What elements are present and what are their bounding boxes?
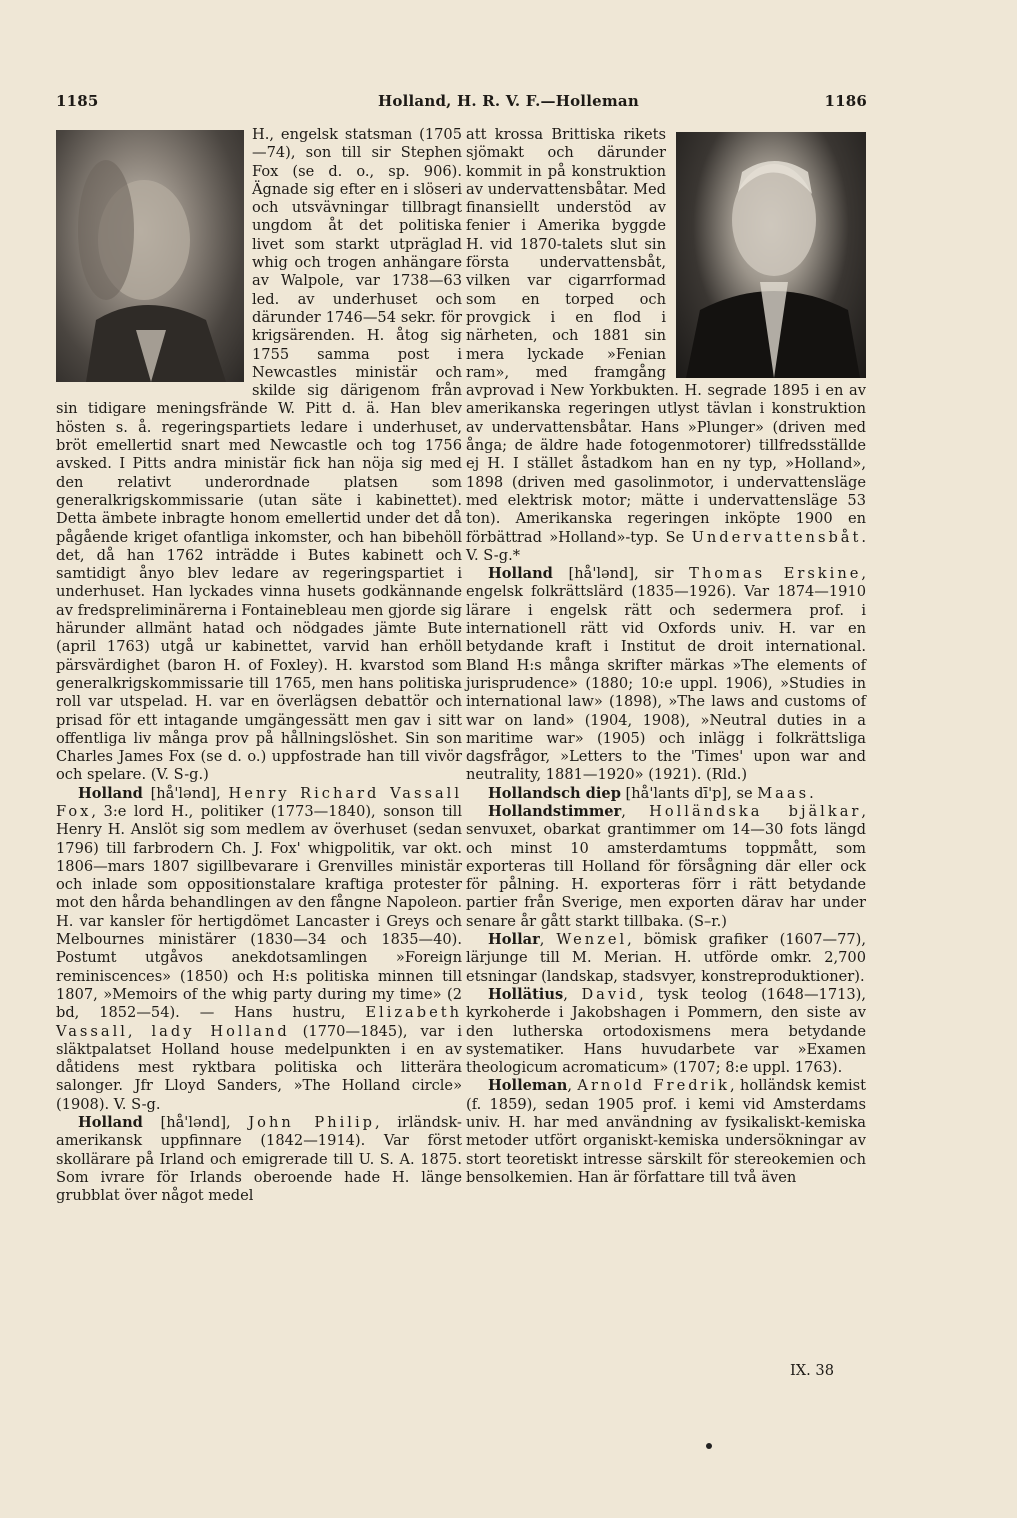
headword: Holleman — [488, 1077, 568, 1095]
cross-reference: Maas — [757, 784, 810, 802]
spaced-name: David — [581, 985, 640, 1003]
entry-henry-fox-text: H., engelsk statsman (1705—74), son till sir Stephen Fox (se d. o., sp. 906). Ägnade sig efter en i slöseri och utsvävningar tillbragt ungdom åt det politiska livet som starkt utpräglad whig och trogen anhängare av Walpole, var 1738—63 led. av underhuset och därunder 1746—54 sekr. för krigsärenden. H. åtog sig 1755 samma post i Newcastles ministär och skilde sig därigenom från sin tidigare meningsfrände W. Pitt d. ä. Han blev hösten s. å. regeringspartiets ledare i underhuset, bröt emellertid snart med Newcastle och tog 1756 avsked. I Pitts andra ministär fick han nöja sig med den relativt underordnade platsen som generalkrigskommissarie (utan säte i kabinettet). Detta ämbete inbragte honom emellertid under det då pågående kriget ofantliga inkomster, och han bibehöll det, då han 1762 inträdde i Butes kabinett och samtidigt ånyo blev ledare av regeringspartiet i underhuset. Han lyckades vinna husets godkännande av fredspreliminärerna i Fontainebleau men gjorde sig härunder allmänt hatad och nödgades jämte Bute (april 1763) utgå ur kabinettet, varvid han erhöll pärsvärdighet (baron H. of Foxley). H. kvarstod som generalkrigskommissarie till 1765, men hans politiska roll var utspelad. H. var en överlägsen debattör och prisad för ett intagande umgängessätt men gav i sitt offentliga liv många prov på hållningslöshet. Sin son Charles James Fox (se d. o.) uppfostrade han till vivör och spelare. (V. S-g.) — [56, 126, 462, 784]
entry-henry-richard-vassall-fox: Holland [hå'lənd], Henry Richard Vassall Fox, 3:e lord H., politiker (1773—1840), sonson till Henry H. Anslöt sig som medlem av överhuset (sedan 1796) till farbrodern Ch. J. Fox' whigpolitik, var okt. 1806—mars 1807 sigillbevarare i Grenvilles ministär och inlade som oppositionstalare kraftiga protester mot den hårda behandlingen av den fångne Napoleon. H. var kansler för hertigdömet Lancaster i Greys och Melbournes ministärer (1830—34 och 1835—40). Postumt utgåvos anekdotsamlingen »Foreign reminiscences» (1850) och H:s politiska minnen till 1807, »Memoirs of the whig party during my time» (2 bd, 1852—54). — Hans hustru, Elizabeth Vassall, lady Holland (1770—1845), var i släktpalatset Holland house medelpunkten i en av dåtidens mest ryktbara politiska och litterära salonger. Jfr Lloyd Sanders, »The Holland circle» (1908). V. S-g. — [56, 784, 463, 1113]
left-column — [56, 126, 462, 1206]
headword: Hollar — [488, 931, 540, 949]
spaced-name: Henry Richard Vassall Fox — [56, 784, 462, 820]
spaced-name: Elizabeth Vassall, lady Holland — [56, 1004, 462, 1040]
headword: Holland — [78, 1114, 143, 1132]
entry-holland-continued-text: att krossa Brittiska rikets sjömakt och därunder kommit in på konstruktion av undervattensbåtar. Med finansiellt understöd av fenier i Amerika byggde H. vid 1870-talets slut sin första undervattensbåt, vilken var cigarrformad som en torped och provgick i en flod i närheten, och 1881 sin mera lyckade »Fenian ram», med framgång avprovad i New Yorkbukten. H. segrade 1895 i en av amerikanska regeringen utlyst tävlan i konstruktion av undervattensbåtar. Hans »Plunger» (driven med ånga; de äldre hade fotogenmotorer) tillfredsställde ej H. I stället åstadkom han en ny typ, »Holland», 1898 (driven med gasolinmotor, i undervattensläge med elektrisk motor; mätte i undervattensläge 53 ton). Amerikanska regeringen inköpte 1900 en förbättrad »Holland»-typ. Se — [466, 126, 866, 546]
cross-reference: Undervattensbåt — [691, 528, 862, 546]
headword: Holland — [78, 784, 143, 802]
spaced-name: Thomas Erskine — [689, 565, 862, 583]
spaced-name: Arnold Fredrik — [577, 1077, 731, 1095]
entry-hollandstimmer: Hollandstimmer, Holländska bjälkar, senvuxet, obarkat grantimmer om 14—30 fots längd och minst 10 amsterdamtums toppmått, som exporteras till Holland för försågning där eller ock för pålning. H. exporteras förr i rätt betydande partier från Sverige, men exporten därav har under senare år gått starkt tillbaka. (S–r.) — [466, 802, 867, 930]
entry-john-philip-holland: Holland [hå'lənd], John Philip, irländsk-amerikansk uppfinnare (1842—1914). Var först skollärare på Irland och emigrerade till U. S. A. 1875. Som ivrare för Irlands oberoende hade H. länge grubblat över något medel — [56, 1114, 462, 1205]
right-page-number: 1186 — [824, 92, 867, 110]
portrait-henry-fox-image — [56, 130, 244, 382]
headword: Hollandsch diep — [488, 784, 621, 802]
entry-hollar: Hollar, Wenzel, bömisk grafiker (1607—77), lärjunge till M. Merian. H. utförde omkr. 2,700 etsningar (landskap, stadsvyer, konstreproduktioner). — [466, 931, 867, 985]
spaced-name: John Philip — [248, 1114, 375, 1132]
headword: Hollandstimmer — [488, 802, 622, 820]
spaced-name: Wenzel — [556, 931, 628, 949]
left-page-number: 1185 — [56, 92, 99, 110]
headword: Hollätius — [488, 985, 564, 1003]
spaced-name: Holländska bjälkar — [649, 802, 862, 820]
entry-thomas-erskine-holland: Holland [hå'lənd], sir Thomas Erskine, engelsk folkrättslärd (1835—1926). Var 1874—1910 lärare i engelsk rätt och sedermera prof. i internationell rätt vid Oxfords univ. H. var en betydande kraft i Institut de droit international. Bland H:s många skrifter märkas »The elements of jurisprudence» (1880; 10:e uppl. 1906), »Studies in international law» (1898), »The laws and customs of war on land» (1904, 1908), »Neutral duties in a maritime war» (1905) och inlägg i folkrättsliga dagsfrågor, »Letters to the 'Times' upon war and neutrality, 1881—1920» (1921). (Rld.) — [466, 565, 866, 784]
entry-holleman: Holleman, Arnold Fredrik, holländsk kemist (f. 1859), sedan 1905 prof. i kemi vid Amsterdams univ. H. har med användning av fysikaliskt-kemiska metoder utfört organiskt-kemiska undersökningar av stort teoretiskt intresse särskilt för stereokemien och bensolkemien. Han är författare till två även — [466, 1077, 866, 1186]
printing-dot — [706, 1443, 712, 1449]
running-header: Holland, H. R. V. F.—Holleman — [378, 92, 639, 110]
portrait-john-philip-holland-image — [676, 132, 866, 378]
signature-mark: IX. 38 — [790, 1362, 835, 1379]
headword: Holland — [488, 565, 553, 583]
entry-hollatius: Hollätius, David, tysk teolog (1648—1713), kyrkoherde i Jakobshagen i Pommern, den siste av den lutherska ortodoxismens mera betydande systematiker. Hans huvudarbete var »Examen theologicum acromaticum» (1707; 8:e uppl. 1763). — [466, 985, 867, 1077]
entry-hollandsch-diep: Hollandsch diep [hå'lants dī'p], se Maas. — [488, 784, 814, 802]
right-column: att krossa Brittiska rikets sjömakt och därunder kommit in på konstruktion av undervattensbåtar. Med finansiellt understöd av fenier i Amerika byggde H. vid 1870-talets slut sin första undervattensbåt, vilken var cigarrformad som en torped och provgick i en flod i närheten, och 1881 sin mera lyckade »Fenian ram», med framgång avprovad i New Yorkbukten. H. segrade 1895 i en av amerikanska regeringen utlyst tävlan i konstruktion av undervattensbåtar. Hans »Plunger» (driven med ånga; de äldre hade fotogenmotorer) tillfredsställde ej H. I stället åstadkom han en ny typ, »Holland», 1898 (driven med gasolinmotor, i undervattensläge med elektrisk motor; mätte i undervattensläge 53 ton). Amerikanska regeringen inköpte 1900 en förbättrad »Holland»-typ. Se Undervattensbåt. V. S-g.* Holland [hå'lənd], sir Thomas Erskine, engelsk folkrättslärd (1835—1926). Var 1874—1910 lärare i engelsk rätt och sedermera prof. i internationell rätt vid Oxfords univ. H. var en betydande kraft i Institut de droit international. Bland H:s många skrifter märkas »The elements of jurisprudence» (1880; 10:e uppl. 1906), »Studies in international law» (1898), »The laws and customs of war on land» (1904, 1908), »Neutral duties in a maritime war» (1905) och inlägg i folkrättsliga dagsfrågor, »Letters to the 'Times' upon war and neutrality, 1881—1920» (1921). (Rld.) Hollandsch diep [hå'lants dī'p], se Maas. Hollandstimmer, Holländska bjälkar, senvuxet, obarkat grantimmer om 14—30 fots längd och minst 10 amsterdamtums toppmått, som exporteras till Holland för försågning där eller ock för pålning. H. exporteras förr i rätt betydande partier från Sverige, men exporten därav har under senare år gått starkt tillbaka. (S–r.) Hollar, Wenzel, bömisk grafiker (1607—77), lärjunge till M. Merian. H. utförde omkr. 2,700 etsningar (landskap, stadsvyer, konstreproduktioner). Hollätius, David, tysk teolog (1648—1713), kyrkoherde i Jakobshagen i Pommern, den siste av den lutherska ortodoxismens mera betydande systematiker. Hans huvudarbete var »Examen theologicum acromaticum» (1707; 8:e uppl. 1763). Holleman, Arnold Fredrik, holländsk kemist (f. 1859), sedan 1905 prof. i kemi vid Amsterdams univ. H. har med användning av fysikaliskt-kemiska metoder utfört organiskt-kemiska undersökningar av stort teoretiskt intresse särskilt för stereokemien och bensolkemien. Han är författare till två även — [466, 126, 867, 1186]
